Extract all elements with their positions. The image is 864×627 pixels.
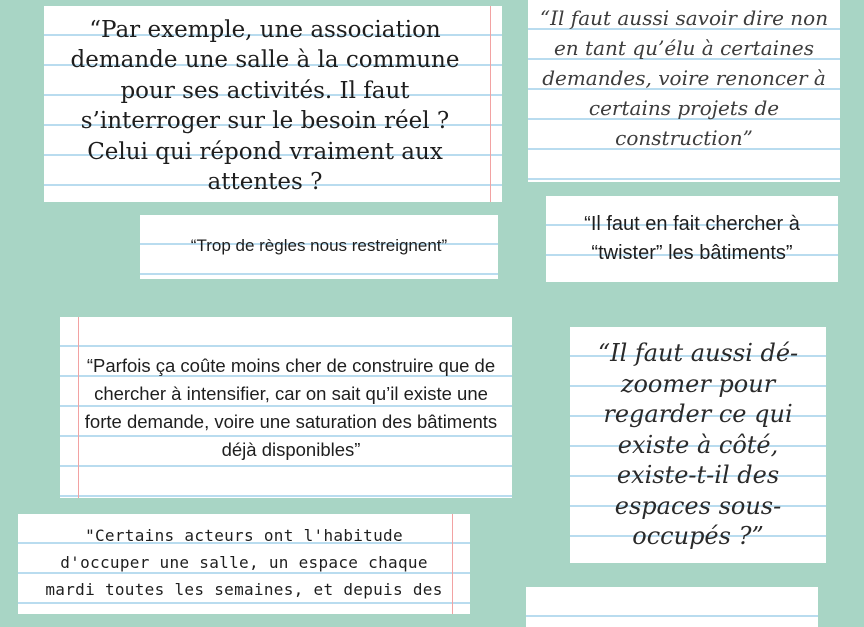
quote-card-regles bbox=[140, 215, 498, 279]
quote-text: “Par exemple, une association demande une salle à la commune pour ses activités. Il faut s’interroger sur le besoin réel ? Celui qui répond vraiment aux attentes ? bbox=[70, 16, 460, 195]
margin-line bbox=[490, 6, 491, 202]
margin-line bbox=[452, 514, 453, 614]
quote-card-dire-non bbox=[528, 0, 840, 182]
quote-text: “Il faut en fait chercher à “twister” les bâtiments” bbox=[584, 213, 800, 264]
quote-text: “Trop de règles nous restreignent” bbox=[190, 236, 448, 255]
quote-text: "Certains acteurs ont l'habitude d'occuper une salle, un espace chaque mardi toutes les semaines, et depuis des bbox=[45, 526, 443, 599]
quote-text: “Il faut aussi dé-zoomer pour regarder ce qui existe à côté, existe-t-il des espaces sous-occupés ?” bbox=[597, 339, 799, 551]
quote-text: “Il faut aussi savoir dire non en tant qu’élu à certaines demandes, voire renoncer à certains projets de construction” bbox=[539, 6, 829, 150]
quote-card-acteurs bbox=[18, 514, 470, 614]
quote-card-partial bbox=[526, 587, 818, 627]
quote-card-intensifier bbox=[60, 317, 512, 498]
quote-card-association bbox=[44, 6, 502, 202]
quote-card-twister bbox=[546, 196, 838, 282]
quote-text: “Parfois ça coûte moins cher de construire que de chercher à intensifier, car on sait qu’il existe une forte demande, voire une saturation des bâtiments déjà disponibles” bbox=[84, 354, 498, 460]
quote-card-dezoomer bbox=[570, 327, 826, 563]
margin-line bbox=[78, 317, 79, 498]
